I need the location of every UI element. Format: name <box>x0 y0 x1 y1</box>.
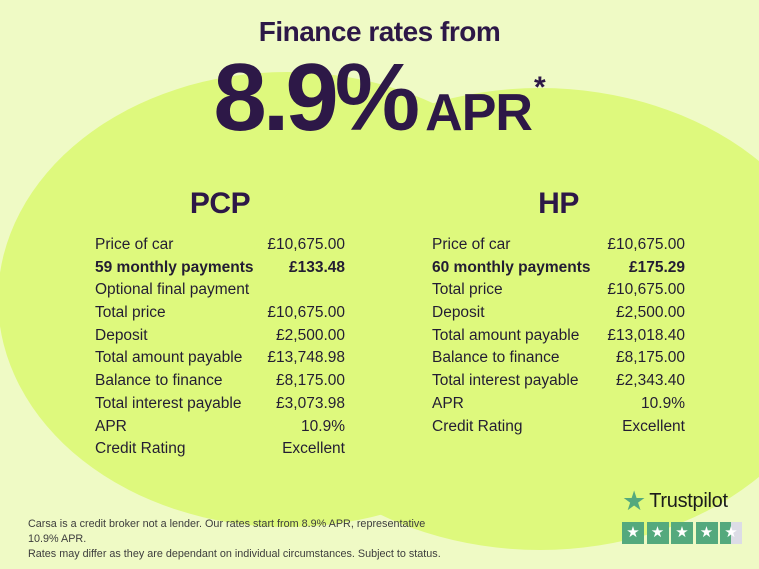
row-value: £10,675.00 <box>607 281 685 299</box>
table-row <box>95 281 345 304</box>
row-value: £8,175.00 <box>276 372 345 390</box>
hp-header: HP <box>538 187 579 220</box>
row-value: 10.9% <box>641 394 685 412</box>
row-label: Deposit <box>95 326 148 344</box>
pcp-table <box>95 188 345 463</box>
table-row <box>95 259 345 282</box>
row-label: Total interest payable <box>95 394 242 412</box>
row-label: Credit Rating <box>432 417 523 435</box>
page-title: Finance rates from <box>258 16 501 47</box>
row-value: £2,500.00 <box>616 304 685 322</box>
rate-value: 8.9% <box>213 44 417 151</box>
row-label: Total interest payable <box>432 372 579 390</box>
row-value: £2,500.00 <box>276 326 345 344</box>
row-value: £8,175.00 <box>616 349 685 367</box>
rating-half-star-icon: ★ <box>720 522 742 544</box>
table-row <box>432 236 685 259</box>
row-value: £13,748.98 <box>267 349 345 367</box>
table-row <box>432 349 685 372</box>
table-row <box>432 327 685 350</box>
row-value: 10.9% <box>301 417 345 435</box>
row-label: Deposit <box>432 304 485 322</box>
table-row <box>95 304 345 327</box>
row-label: Total price <box>95 304 166 322</box>
trustpilot-widget <box>622 488 746 544</box>
row-label: 60 monthly payments <box>432 258 591 276</box>
rating-star-icon: ★ <box>622 522 644 544</box>
row-value: Excellent <box>622 417 685 435</box>
table-row <box>432 304 685 327</box>
row-label: APR <box>95 417 127 435</box>
rating-star-icon: ★ <box>671 522 693 544</box>
rating-star-icon: ★ <box>647 522 669 544</box>
legal-disclaimer <box>28 517 448 562</box>
table-row <box>95 440 345 463</box>
table-row <box>95 236 345 259</box>
pcp-header: PCP <box>189 187 251 220</box>
rate-unit: APR <box>425 84 532 142</box>
row-label: Total amount payable <box>95 349 243 367</box>
table-row <box>95 418 345 441</box>
disclaimer-line-1: Carsa is a credit broker not a lender. Our rates start from 8.9% APR, representative 10.9% APR. <box>28 518 426 545</box>
table-row <box>95 327 345 350</box>
table-row <box>432 281 685 304</box>
table-row <box>432 259 685 282</box>
row-value: £10,675.00 <box>607 236 685 253</box>
hp-rows <box>432 236 685 440</box>
row-value: Excellent <box>282 440 345 458</box>
headline-rate <box>0 44 759 151</box>
disclaimer-line-2: Rates may differ as they are dependant on individual circumstances. Subject to status. <box>28 548 441 560</box>
table-row <box>95 349 345 372</box>
row-label: 59 monthly payments <box>95 258 254 276</box>
row-label: Credit Rating <box>95 440 186 458</box>
trustpilot-star-icon: ★ <box>622 486 647 516</box>
row-value: £3,073.98 <box>276 394 345 412</box>
table-row <box>95 395 345 418</box>
row-label: Total amount payable <box>432 326 580 344</box>
table-row <box>432 418 685 441</box>
trustpilot-brand-text: Trustpilot <box>649 490 728 512</box>
row-value: £10,675.00 <box>267 304 345 322</box>
trustpilot-rating-4-5-stars <box>622 522 746 544</box>
table-row <box>95 372 345 395</box>
table-row <box>432 395 685 418</box>
rating-star-icon: ★ <box>696 522 718 544</box>
pcp-rows <box>95 236 345 463</box>
row-value: £10,675.00 <box>267 236 345 253</box>
row-label: APR <box>432 394 464 412</box>
row-label: Total price <box>432 281 503 299</box>
trustpilot-logo <box>622 488 746 515</box>
table-row <box>432 372 685 395</box>
row-label: Balance to finance <box>95 372 223 390</box>
row-value: £2,343.40 <box>616 372 685 390</box>
hp-table <box>432 188 685 440</box>
row-value: £133.48 <box>288 258 345 276</box>
row-label: Optional final payment <box>95 281 250 299</box>
row-label: Price of car <box>432 236 511 253</box>
rate-footnote-marker: * <box>533 71 546 104</box>
row-label: Balance to finance <box>432 349 560 367</box>
row-label: Price of car <box>95 236 174 253</box>
row-value: £13,018.40 <box>607 326 685 344</box>
row-value: £175.29 <box>628 258 685 276</box>
